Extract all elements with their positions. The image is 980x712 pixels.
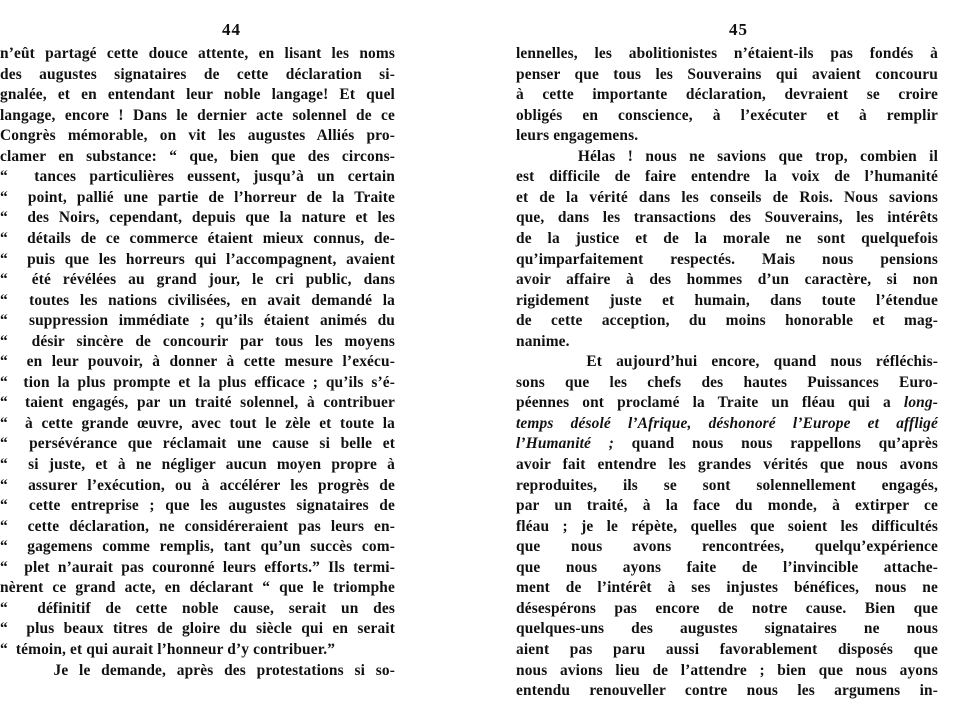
text-line: penser que tous les Souverains qui avaient concouru <box>516 65 938 83</box>
text-line: langage, encore ! Dans le dernier acte solennel de ce <box>0 106 395 124</box>
text-line: “ tances particulières eussent, jusqu’à un certain <box>0 168 395 186</box>
text-line: reproduites, ils se sont solennellement engagés, <box>516 476 938 494</box>
text-line: avoir affaire à des hommes d’un caractère, si non <box>516 271 938 289</box>
text-line: et de la vérité dans les conseils de Rois. Nous savions <box>516 188 938 206</box>
text-line: ment de l’intérêt à ses injustes bénéfices, nous ne <box>516 579 938 597</box>
text-line: “ gagemens comme remplis, tant qu’un succès com- <box>0 538 395 556</box>
text-line: “ désir sincère de concourir par tous les moyens <box>0 332 395 350</box>
text-line: désespérons pas encore de notre cause. Bien que <box>516 599 938 617</box>
text-line: “ taient engagés, par un traité solennel, à contribuer <box>0 394 395 412</box>
text-line: que nous avons rencontrées, quelqu’expérience <box>516 538 938 556</box>
text-line: rigidement juste et humain, dans toute l’étendue <box>516 291 938 309</box>
text-line: Je le demande, après des protestations si so- <box>0 661 395 679</box>
right-page <box>516 0 964 712</box>
text-line: à cette importante déclaration, devraient se croire <box>516 86 938 104</box>
text-line: nous avions lieu de l’attendre ; bien que nous ayons <box>516 661 938 679</box>
text-line: qu’imparfaitement respectés. Mais nous pensions <box>516 250 938 268</box>
left-page <box>0 0 470 712</box>
text-line: nèrent ce grand acte, en déclarant “ que le triomphe <box>0 579 395 597</box>
text-line: obligés en conscience, à l’exécuter et à remplir <box>516 106 938 124</box>
text-line: que, dans les transactions des Souverains, les intérêts <box>516 209 938 227</box>
text-line: entendu renouveller contre nous les argumens in- <box>516 682 938 700</box>
text-line: Et aujourd’hui encore, quand nous réfléchis- <box>516 353 938 371</box>
text-line: “ à cette grande œuvre, avec tout le zèle et toute la <box>0 414 395 432</box>
text-line: aient pas paru aussi favorablement disposés que <box>516 640 938 658</box>
text-line: clamer en substance: “ que, bien que des circons- <box>0 147 395 165</box>
text-line: lennelles, les abolitionistes n’étaient-ils pas fondés à <box>516 45 938 62</box>
text-line: “ des Noirs, cependant, depuis que la nature et les <box>0 209 395 227</box>
text-line: “ tion la plus prompte et la plus efficace ; qu’ils s’é- <box>0 373 395 391</box>
text-line: Congrès mémorable, on vit les augustes Alliés pro- <box>0 127 395 145</box>
text-line: par un traité, à la face du monde, à extirper ce <box>516 497 938 515</box>
text-line: Hélas ! nous ne savions que trop, combien il <box>516 147 938 165</box>
right-page-number: 45 <box>729 20 748 39</box>
text-line: nanime. <box>516 332 570 350</box>
text-line: des augustes signataires de cette déclaration si- <box>0 65 395 83</box>
text-line: fléau ; je le répète, quelles que soient les difficultés <box>516 517 938 535</box>
text-line: “ en leur pouvoir, à donner à cette mesure l’exécu- <box>0 353 395 371</box>
text-line: n’eût partagé cette douce attente, en lisant les noms <box>0 45 395 62</box>
text-line: “ cette entreprise ; que les augustes signataires de <box>0 497 395 515</box>
text-line: de la justice et de la morale ne sont quelquefois <box>516 229 938 247</box>
text-line: “ cette déclaration, ne considéreraient pas leurs en- <box>0 517 395 535</box>
text-line: que nous ayons faite de l’invincible attache- <box>516 558 938 576</box>
text-line: “ témoin, et qui aurait l’honneur d’y contribuer.” <box>0 640 336 658</box>
text-line: temps désolé l’Afrique, déshonoré l’Europe et affligé <box>516 414 938 432</box>
text-line: “ plet n’aurait pas couronné leurs efforts.” Ils termi- <box>0 558 395 576</box>
text-line: péennes ont proclamé la Traite un fléau qui a long- <box>516 394 938 412</box>
left-page-number: 44 <box>222 20 241 39</box>
text-line: “ persévérance que réclamait une cause si belle et <box>0 435 395 453</box>
text-line: “ toutes les nations civilisées, en avait demandé la <box>0 291 395 309</box>
text-line: “ suppression immédiate ; qu’ils étaient animés du <box>0 312 395 330</box>
text-line: de cette acception, du moins honorable et mag- <box>516 312 938 330</box>
text-line: “ point, pallié une partie de l’horreur de la Traite <box>0 188 395 206</box>
text-line: “ plus beaux titres de gloire du siècle qui en serait <box>0 620 395 638</box>
text-line: avoir fait entendre les grandes vérités que nous avons <box>516 456 938 473</box>
text-line: “ définitif de cette noble cause, serait un des <box>0 599 395 617</box>
text-line: “ détails de ce commerce étaient mieux connus, de- <box>0 229 395 247</box>
text-line: “ assurer l’exécution, ou à accélérer les progrès de <box>0 476 395 494</box>
text-line: est difficile de faire entendre la voix de l’humanité <box>516 168 938 186</box>
text-line: “ été révélées au grand jour, le cri public, dans <box>0 271 395 289</box>
text-line: sons que les chefs des hautes Puissances Euro- <box>516 373 938 391</box>
text-line: quelques-uns des augustes signataires ne nous <box>516 620 938 638</box>
text-line: l’Humanité ; quand nous nous rappellons qu’après <box>516 435 938 453</box>
text-line: leurs engagemens. <box>516 127 639 145</box>
text-line: “ si juste, et à ne négliger aucun moyen propre à <box>0 456 395 473</box>
text-line: “ puis que les horreurs qui l’accompagnent, avaient <box>0 250 395 268</box>
text-line: gnalée, et en entendant leur noble langage! Et quel <box>0 86 395 104</box>
